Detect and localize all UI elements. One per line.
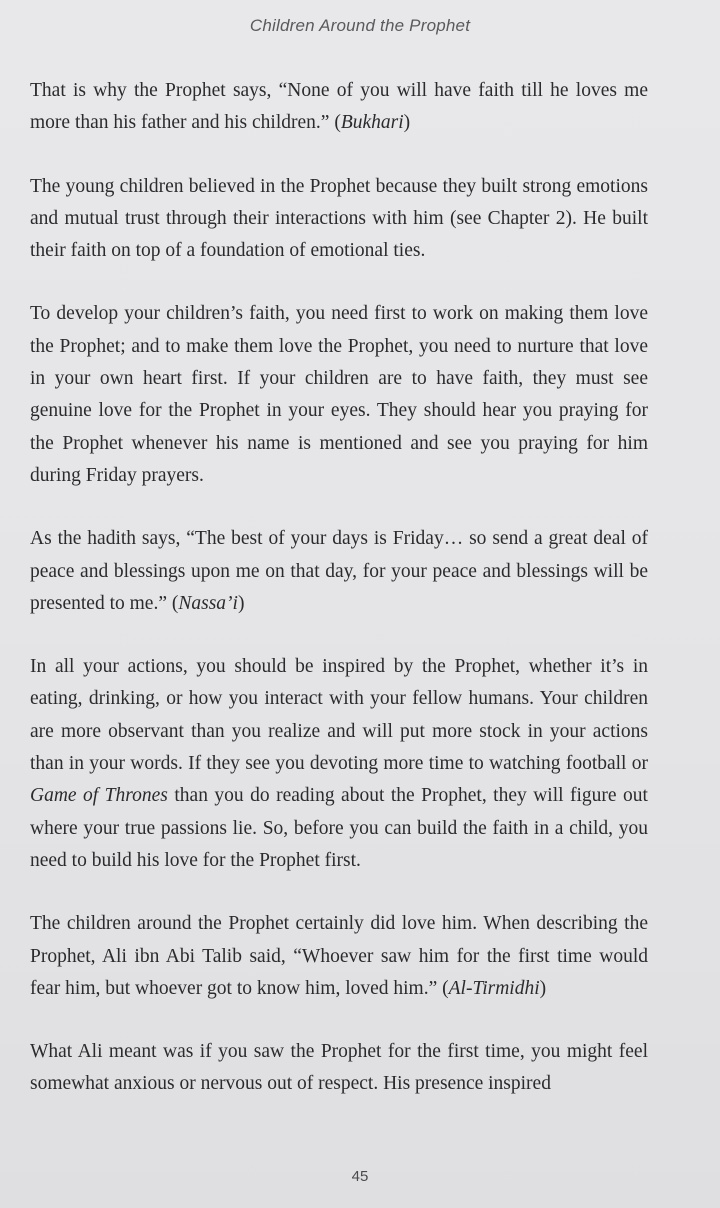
italic-citation: Al-Tirmidhi: [448, 977, 540, 999]
paragraph: [30, 908, 648, 1005]
paragraph: [30, 651, 648, 877]
text-run: To develop your children’s faith, you need first to work on making them love the Prophet; and to make them love the Prophet, you need to nurture that love in your own heart first. If your children are to have faith, they must see genuine love for the Prophet in your eyes. They should hear you praying for the Prophet whenever his name is mentioned and see you praying for him during Friday prayers.: [30, 303, 648, 486]
text-run: What Ali meant was if you saw the Prophet for the first time, you might feel somewhat anxious or nervous out of respect. His presence inspired: [30, 1041, 648, 1095]
text-run: In all your actions, you should be inspired by the Prophet, whether it’s in eating, drinking, or how you interact with your fellow humans. Your children are more observant than you realize and will put more stock in your actions than in your words. If they see you devoting more time to watching football or: [30, 656, 648, 775]
text-run: That is why the Prophet says, “None of you will have faith till he loves me more than his father and his children.” (: [30, 80, 648, 134]
italic-citation: Game of Thrones: [30, 785, 168, 807]
text-run: than you do reading about the Prophet, they will figure out where your true passions lie. So, before you can build the faith in a child, you need to build his love for the Prophet first.: [30, 785, 648, 871]
italic-citation: Bukhari: [340, 112, 404, 134]
italic-citation: Nassa’i: [178, 592, 238, 614]
paragraph: [30, 75, 648, 140]
text-run: ): [539, 977, 547, 999]
paragraph: [30, 1036, 648, 1101]
paragraph: [30, 523, 648, 620]
body-text: [30, 75, 648, 1132]
running-head-title: Children Around the Prophet: [249, 16, 471, 35]
text-run: The young children believed in the Prophet because they built strong emotions and mutual trust through their interactions with him (see Chapter 2). He built their faith on top of a foundation of emotional ties.: [30, 175, 648, 262]
text-run: ): [403, 112, 411, 134]
paragraph: [30, 171, 648, 268]
text-run: As the hadith says, “The best of your days is Friday… so send a great deal of peace and blessings upon me on that day, for your peace and blessings will be presented to me.” (: [30, 528, 648, 614]
text-run: ): [237, 592, 245, 614]
paragraph: [30, 298, 648, 492]
page-number: 45: [351, 1168, 369, 1185]
text-run: The children around the Prophet certainly did love him. When describing the Prophet, Ali ibn Abi Talib said, “Whoever saw him for the first time would fear him, but whoever got to know him, loved him.” (: [30, 913, 648, 999]
